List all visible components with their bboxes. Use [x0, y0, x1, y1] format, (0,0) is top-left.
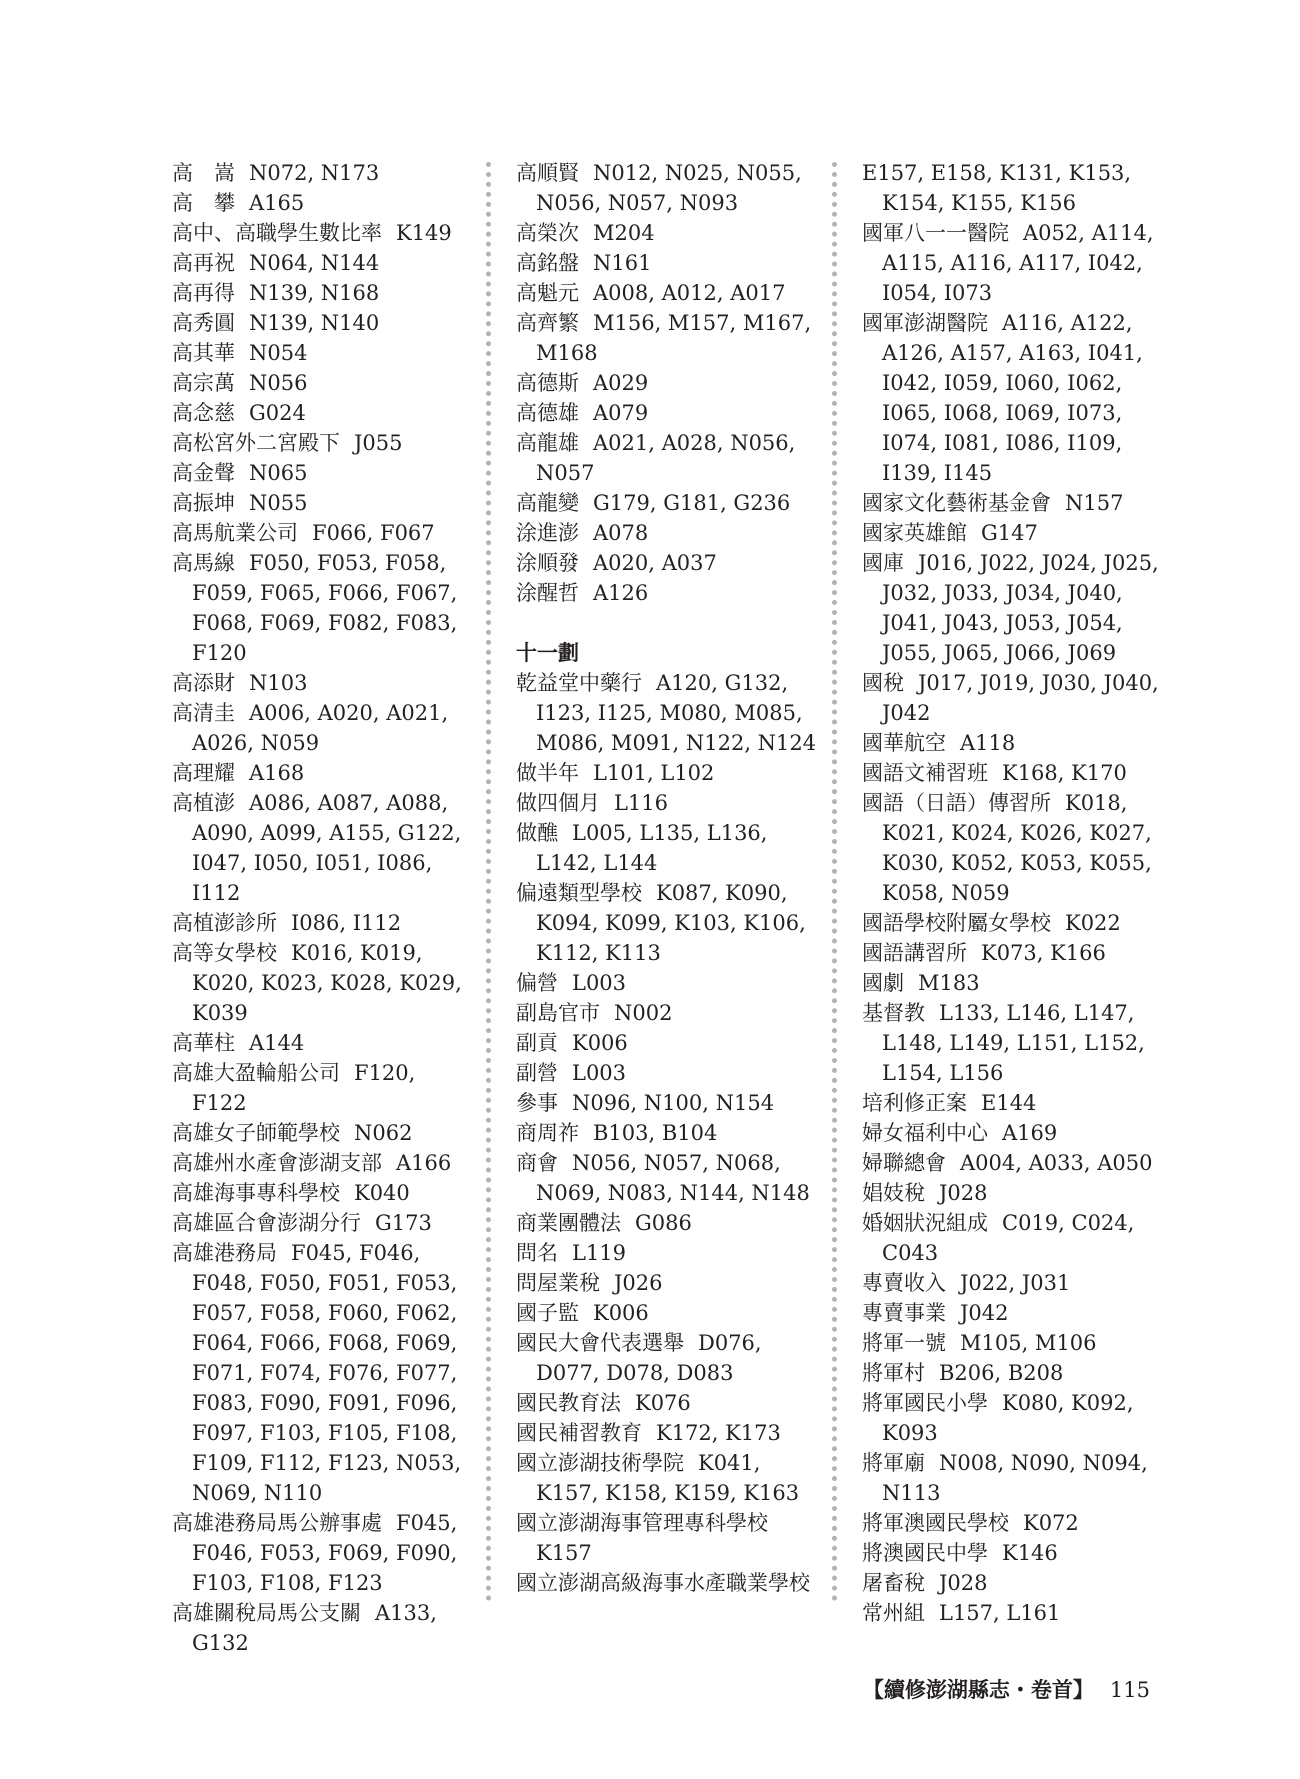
entry-refs: N139, N168: [249, 281, 380, 305]
entry-refs: N096, N100, N154: [572, 1091, 775, 1115]
entry-refs: N002: [614, 1001, 673, 1025]
entry-term: 做四個月: [516, 791, 600, 815]
entry-term: 國子監: [516, 1301, 579, 1325]
index-entry: [172, 488, 472, 518]
index-entry: [516, 1208, 826, 1238]
entry-term: 基督教: [862, 1001, 925, 1025]
index-entry: [516, 758, 826, 788]
entry-term: 高松宮外二宮殿下: [172, 431, 340, 455]
entry-refs: A008, A012, A017: [593, 281, 786, 305]
entry-term: 高金聲: [172, 461, 235, 485]
index-entry: [862, 308, 1162, 488]
entry-term: 國家英雄館: [862, 521, 967, 545]
entry-term: 將軍澳國民學校: [862, 1511, 1009, 1535]
entry-term: 高再得: [172, 281, 235, 305]
entry-refs: G179, G181, G236: [593, 491, 791, 515]
entry-term: 高其華: [172, 341, 235, 365]
entry-term: 商會: [516, 1151, 558, 1175]
index-entry: [172, 1238, 472, 1508]
column-divider: [832, 162, 837, 1602]
index-entry: [516, 1568, 826, 1598]
entry-refs: G086: [635, 1211, 692, 1235]
entry-term: 國稅: [862, 671, 904, 695]
entry-term: 偏營: [516, 971, 558, 995]
entry-refs: M105, M106: [960, 1331, 1097, 1355]
entry-refs: G024: [249, 401, 306, 425]
index-entry: [172, 1598, 472, 1658]
entry-term: 國軍八一一醫院: [862, 221, 1009, 245]
entry-refs: L003: [572, 1061, 627, 1085]
entry-term: 培利修正案: [862, 1091, 967, 1115]
entry-refs: K041, K157, K158, K159, K163: [536, 1451, 800, 1505]
index-entry: [862, 938, 1162, 968]
entry-refs: N008, N090, N094, N113: [882, 1451, 1148, 1505]
index-entry: [862, 158, 1162, 218]
entry-refs: K018, K021, K024, K026, K027, K030, K052, K053, K055, K058, N059: [882, 791, 1152, 905]
index-entry: [516, 1088, 826, 1118]
index-entry: [516, 398, 826, 428]
entry-refs: J017, J019, J030, J040, J042: [882, 671, 1159, 725]
entry-term: 高植澎診所: [172, 911, 277, 935]
index-entry: [172, 908, 472, 938]
entry-refs: A120, G132, I123, I125, M080, M085, M086, M091, N122, N124: [536, 671, 817, 755]
entry-term: 高魁元: [516, 281, 579, 305]
index-entry: [172, 698, 472, 758]
entry-term: 國庫: [862, 551, 904, 575]
entry-term: 高雄大盈輪船公司: [172, 1061, 340, 1085]
index-entry: [516, 548, 826, 578]
entry-term: 專賣事業: [862, 1301, 946, 1325]
index-entry: [862, 788, 1162, 908]
index-entry: [862, 1208, 1162, 1268]
index-entry: [516, 278, 826, 308]
entry-refs: N139, N140: [249, 311, 380, 335]
index-entry: [516, 308, 826, 368]
index-entry: [516, 788, 826, 818]
index-entry: [862, 1358, 1162, 1388]
entry-term: 將軍國民小學: [862, 1391, 988, 1415]
index-entry: [516, 518, 826, 548]
entry-term: 高雄海事專科學校: [172, 1181, 340, 1205]
entry-refs: A144: [249, 1031, 305, 1055]
entry-term: 高馬線: [172, 551, 235, 575]
index-entry: [172, 368, 472, 398]
index-entry: [172, 1118, 472, 1148]
entry-term: 副貢: [516, 1031, 558, 1055]
index-entry: [516, 668, 826, 758]
index-entry: [172, 1028, 472, 1058]
index-entry: [172, 458, 472, 488]
entry-term: 高德斯: [516, 371, 579, 395]
entry-refs: A079: [593, 401, 649, 425]
entry-term: 高再祝: [172, 251, 235, 275]
index-entry: [516, 1058, 826, 1088]
entry-refs: N161: [593, 251, 652, 275]
entry-term: 高秀圓: [172, 311, 235, 335]
entry-refs: J022, J031: [960, 1271, 1071, 1295]
entry-refs: A078: [593, 521, 649, 545]
entry-term: 國立澎湖技術學院: [516, 1451, 684, 1475]
entry-refs: A004, A033, A050: [960, 1151, 1153, 1175]
index-entry: [516, 1118, 826, 1148]
entry-refs: F050, F053, F058, F059, F065, F066, F067, F068, F069, F082, F083, F120: [192, 551, 458, 665]
index-entry: [172, 248, 472, 278]
entry-refs: B103, B104: [593, 1121, 718, 1145]
index-entry: [172, 758, 472, 788]
entry-refs: N054: [249, 341, 308, 365]
index-entry: [516, 878, 826, 968]
entry-refs: B206, B208: [939, 1361, 1064, 1385]
index-entry: [172, 398, 472, 428]
index-column-1: [172, 158, 472, 1658]
index-entry: [172, 338, 472, 368]
entry-refs: A116, A122, A126, A157, A163, I041, I042, I059, I060, I062, I065, I068, I069, I073, I074, I081, I086, I109, I139, I145: [882, 311, 1143, 485]
entry-term: 國立澎湖海事管理專科學校: [516, 1511, 768, 1535]
entry-term: 將軍一號: [862, 1331, 946, 1355]
entry-term: 將軍廟: [862, 1451, 925, 1475]
entry-refs: G173: [375, 1211, 432, 1235]
stroke-count-heading: 十一劃: [516, 640, 579, 665]
entry-refs: K087, K090, K094, K099, K103, K106, K112, K113: [536, 881, 806, 965]
entry-term: 婦女福利中心: [862, 1121, 988, 1145]
entry-term: 高中、高職學生數比率: [172, 221, 382, 245]
entry-refs: K172, K173: [656, 1421, 781, 1445]
entry-refs: J028: [939, 1571, 988, 1595]
entry-refs: A169: [1002, 1121, 1058, 1145]
book-title: 【續修澎湖縣志・卷首】: [862, 1677, 1094, 1702]
entry-refs: J042: [960, 1301, 1009, 1325]
entry-refs: N012, N025, N055, N056, N057, N093: [536, 161, 802, 215]
entry-term: 婦聯總會: [862, 1151, 946, 1175]
entry-refs: K149: [396, 221, 452, 245]
index-entry: [172, 308, 472, 338]
entry-term: 涂順發: [516, 551, 579, 575]
index-entry: [516, 368, 826, 398]
entry-term: 國語（日語）傳習所: [862, 791, 1051, 815]
entry-refs: N062: [354, 1121, 413, 1145]
entry-refs: I086, I112: [291, 911, 402, 935]
index-entry: [516, 998, 826, 1028]
entry-term: 國民補習教育: [516, 1421, 642, 1445]
entry-refs: M183: [918, 971, 980, 995]
entry-refs: K016, K019, K020, K023, K028, K029, K039: [192, 941, 462, 1025]
entry-refs: A029: [593, 371, 649, 395]
index-entry: [516, 1448, 826, 1508]
index-entry: [862, 908, 1162, 938]
index-entry: [516, 1028, 826, 1058]
entry-refs: D076, D077, D078, D083: [536, 1331, 762, 1385]
entry-term: 國語文補習班: [862, 761, 988, 785]
entry-term: 國軍澎湖醫院: [862, 311, 988, 335]
index-entry: [862, 1328, 1162, 1358]
index-entry: [172, 548, 472, 668]
index-entry: [516, 578, 826, 608]
index-entry: [516, 488, 826, 518]
entry-term: 涂醒哲: [516, 581, 579, 605]
entry-term: 娼妓稅: [862, 1181, 925, 1205]
index-entry: [172, 278, 472, 308]
index-entry: [516, 818, 826, 878]
entry-term: 高雄區合會澎湖分行: [172, 1211, 361, 1235]
entry-term: 高銘盤: [516, 251, 579, 275]
entry-term: 高雄關稅局馬公支關: [172, 1601, 361, 1625]
index-entry: [862, 1148, 1162, 1178]
entry-refs: A133, G132: [192, 1601, 437, 1655]
entry-refs: M156, M157, M167, M168: [536, 311, 812, 365]
entry-term: 高 嵩: [172, 161, 235, 185]
entry-term: 乾益堂中藥行: [516, 671, 642, 695]
entry-refs: A166: [396, 1151, 452, 1175]
index-entry: [862, 1118, 1162, 1148]
entry-refs: N055: [249, 491, 308, 515]
entry-refs: A126: [593, 581, 649, 605]
entry-refs: N072, N173: [249, 161, 380, 185]
entry-refs: A052, A114, A115, A116, A117, I042, I054, I073: [882, 221, 1154, 305]
entry-term: 專賣收入: [862, 1271, 946, 1295]
entry-refs: K073, K166: [981, 941, 1106, 965]
entry-refs: N157: [1065, 491, 1124, 515]
entry-term: 高植澎: [172, 791, 235, 815]
index-entry: [516, 1298, 826, 1328]
index-entry: [862, 998, 1162, 1088]
entry-refs: L133, L146, L147, L148, L149, L151, L152, L154, L156: [882, 1001, 1145, 1085]
entry-refs: N056: [249, 371, 308, 395]
entry-term: 做半年: [516, 761, 579, 785]
entry-term: 高清圭: [172, 701, 235, 725]
entry-term: 涂進澎: [516, 521, 579, 545]
index-entry: [862, 1538, 1162, 1568]
entry-refs: K076: [635, 1391, 691, 1415]
entry-term: 將澳國民中學: [862, 1541, 988, 1565]
entry-term: 高添財: [172, 671, 235, 695]
index-entry: [172, 938, 472, 1028]
index-entry: [862, 1448, 1162, 1508]
entry-term: 高榮次: [516, 221, 579, 245]
index-entry: [172, 1148, 472, 1178]
entry-refs: K146: [1002, 1541, 1058, 1565]
entry-refs: M204: [593, 221, 655, 245]
entry-refs: K080, K092, K093: [882, 1391, 1134, 1445]
entry-refs: L005, L135, L136, L142, L144: [536, 821, 768, 875]
entry-term: 國民教育法: [516, 1391, 621, 1415]
entry-term: 國華航空: [862, 731, 946, 755]
index-column-2: [516, 158, 826, 1598]
entry-refs: L116: [614, 791, 669, 815]
page-footer: [863, 1674, 1150, 1704]
entry-refs: F045, F046, F048, F050, F051, F053, F057, F058, F060, F062, F064, F066, F068, F069, F071, F074, F076, F077, F083, F090, F091, F096, F097, F103, F105, F108, F109, F112, F123, N053, N069, N110: [192, 1241, 462, 1505]
entry-term: 高龍變: [516, 491, 579, 515]
entry-refs: E144: [981, 1091, 1037, 1115]
entry-term: 婚姻狀況組成: [862, 1211, 988, 1235]
entry-refs: A165: [249, 191, 305, 215]
index-entry: [172, 1208, 472, 1238]
index-entry: [862, 488, 1162, 518]
entry-term: 商周祚: [516, 1121, 579, 1145]
entry-term: 高雄港務局馬公辦事處: [172, 1511, 382, 1535]
entry-refs: E157, E158, K131, K153, K154, K155, K156: [862, 161, 1132, 215]
entry-refs: A021, A028, N056, N057: [536, 431, 796, 485]
entry-term: 高馬航業公司: [172, 521, 298, 545]
entry-refs: A006, A020, A021, A026, N059: [192, 701, 449, 755]
entry-refs: A118: [960, 731, 1016, 755]
entry-refs: J016, J022, J024, J025, J032, J033, J034, J040, J041, J043, J053, J054, J055, J065, J066, J069: [882, 551, 1159, 665]
index-entry: [862, 728, 1162, 758]
index-entry: [172, 1058, 472, 1118]
index-entry: [516, 1268, 826, 1298]
index-entry: [862, 548, 1162, 668]
entry-term: 參事: [516, 1091, 558, 1115]
entry-refs: N103: [249, 671, 308, 695]
entry-term: 高龍雄: [516, 431, 579, 455]
entry-term: 高宗萬: [172, 371, 235, 395]
entry-term: 高振坤: [172, 491, 235, 515]
entry-term: 高等女學校: [172, 941, 277, 965]
entry-refs: A168: [249, 761, 305, 785]
entry-refs: F120, F122: [192, 1061, 416, 1115]
entry-term: 高雄港務局: [172, 1241, 277, 1265]
entry-refs: L157, L161: [939, 1601, 1061, 1625]
entry-term: 將軍村: [862, 1361, 925, 1385]
index-entry: [516, 968, 826, 998]
entry-term: 高齊繁: [516, 311, 579, 335]
entry-refs: K022: [1065, 911, 1121, 935]
index-entry: [862, 1508, 1162, 1538]
index-entry: [516, 1388, 826, 1418]
index-entry: [862, 1178, 1162, 1208]
entry-term: 國語學校附屬女學校: [862, 911, 1051, 935]
entry-term: 屠畜稅: [862, 1571, 925, 1595]
entry-term: 國民大會代表選舉: [516, 1331, 684, 1355]
entry-term: 商業團體法: [516, 1211, 621, 1235]
entry-refs: K168, K170: [1002, 761, 1127, 785]
entry-refs: K072: [1023, 1511, 1079, 1535]
index-entry: [172, 218, 472, 248]
entry-refs: A086, A087, A088, A090, A099, A155, G122, I047, I050, I051, I086, I112: [192, 791, 462, 905]
index-entry: [516, 1418, 826, 1448]
entry-term: 高念慈: [172, 401, 235, 425]
entry-refs: F066, F067: [312, 521, 435, 545]
entry-term: 國劇: [862, 971, 904, 995]
index-entry: [862, 1388, 1162, 1448]
index-entry: [172, 788, 472, 908]
index-entry: [172, 1508, 472, 1598]
entry-term: 國立澎湖高級海事水產職業學校: [516, 1571, 810, 1595]
entry-refs: C019, C024, C043: [882, 1211, 1135, 1265]
index-entry: [516, 1328, 826, 1388]
index-entry: [516, 1238, 826, 1268]
index-entry: [172, 188, 472, 218]
index-column-3: [862, 158, 1162, 1628]
index-entry: [862, 668, 1162, 728]
entry-refs: L119: [572, 1241, 627, 1265]
column-divider: [486, 162, 491, 1602]
index-entry: [516, 1508, 826, 1568]
index-entry: [862, 218, 1162, 308]
entry-term: 國語講習所: [862, 941, 967, 965]
index-entry: [516, 428, 826, 488]
entry-refs: F045, F046, F053, F069, F090, F103, F108, F123: [192, 1511, 458, 1595]
entry-refs: J028: [939, 1181, 988, 1205]
index-entry: [862, 1298, 1162, 1328]
entry-refs: K040: [354, 1181, 410, 1205]
entry-refs: N064, N144: [249, 251, 380, 275]
index-entry: [172, 428, 472, 458]
index-entry: [862, 968, 1162, 998]
entry-refs: L003: [572, 971, 627, 995]
index-entry: [172, 158, 472, 188]
index-entry: [862, 1568, 1162, 1598]
entry-term: 副營: [516, 1061, 558, 1085]
entry-term: 做醮: [516, 821, 558, 845]
entry-term: 國家文化藝術基金會: [862, 491, 1051, 515]
index-entry: [516, 248, 826, 278]
index-entry: [172, 1178, 472, 1208]
entry-term: 高雄州水產會澎湖支部: [172, 1151, 382, 1175]
index-entry: [862, 758, 1162, 788]
entry-term: 副島官市: [516, 1001, 600, 1025]
entry-term: 高德雄: [516, 401, 579, 425]
entry-refs: L101, L102: [593, 761, 715, 785]
entry-term: 高華柱: [172, 1031, 235, 1055]
entry-term: 高 攀: [172, 191, 235, 215]
index-entry: [862, 518, 1162, 548]
index-entry: [516, 1148, 826, 1208]
entry-term: 問名: [516, 1241, 558, 1265]
entry-refs: K006: [593, 1301, 649, 1325]
entry-refs: J055: [354, 431, 403, 455]
entry-term: 高順賢: [516, 161, 579, 185]
entry-refs: K157: [536, 1541, 592, 1565]
entry-term: 常州組: [862, 1601, 925, 1625]
entry-term: 高雄女子師範學校: [172, 1121, 340, 1145]
index-entry: [516, 218, 826, 248]
index-entry: [172, 668, 472, 698]
entry-refs: N056, N057, N068, N069, N083, N144, N148: [536, 1151, 810, 1205]
entry-refs: A020, A037: [593, 551, 717, 575]
index-entry: [862, 1598, 1162, 1628]
entry-term: 問屋業稅: [516, 1271, 600, 1295]
entry-refs: K006: [572, 1031, 628, 1055]
entry-refs: G147: [981, 521, 1038, 545]
entry-refs: N065: [249, 461, 308, 485]
index-entry: [862, 1088, 1162, 1118]
entry-refs: J026: [614, 1271, 663, 1295]
index-entry: [172, 518, 472, 548]
entry-term: 高理耀: [172, 761, 235, 785]
entry-term: 偏遠類型學校: [516, 881, 642, 905]
index-entry: [862, 1268, 1162, 1298]
index-entry: [516, 158, 826, 218]
page-number: 115: [1109, 1678, 1150, 1702]
